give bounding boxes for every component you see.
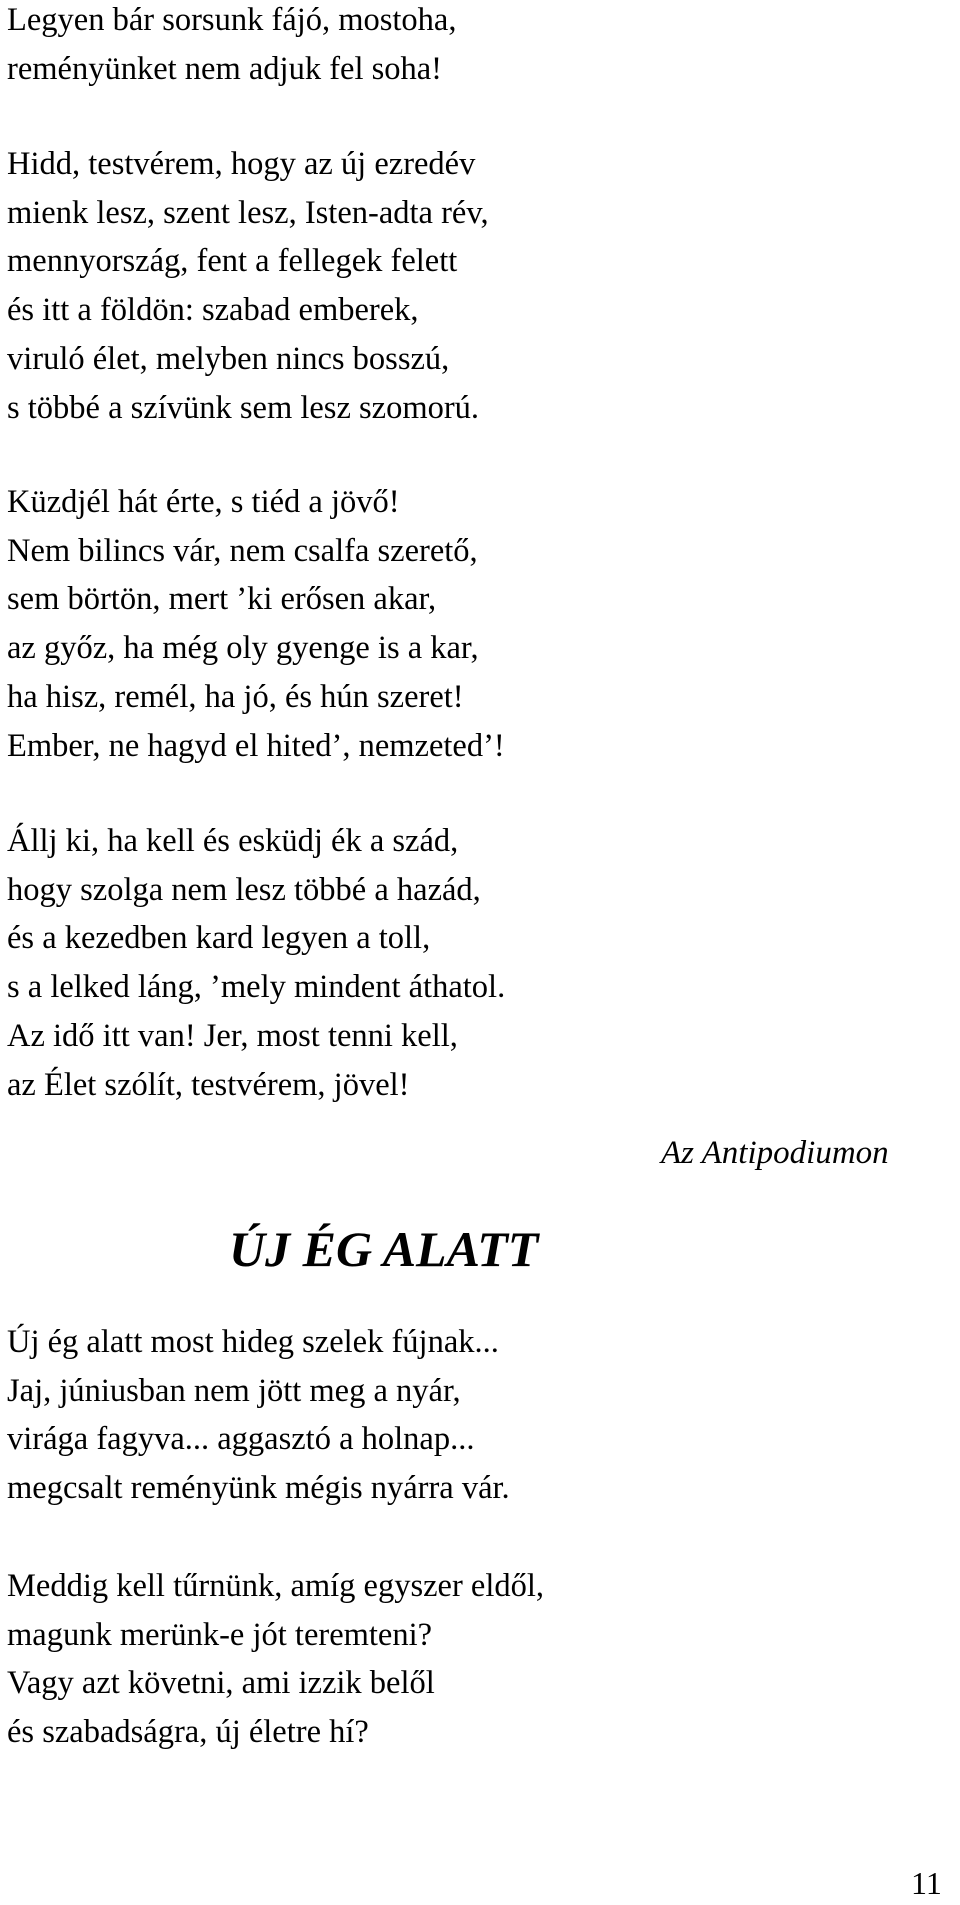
poem-line: s a lelked láng, ’mely mindent áthatol. bbox=[7, 969, 506, 1006]
poem-line: s többé a szívünk sem lesz szomorú. bbox=[7, 389, 480, 426]
poem-line: viruló élet, melyben nincs bosszú, bbox=[7, 340, 450, 377]
poem-line: Legyen bár sorsunk fájó, mostoha, bbox=[7, 2, 457, 38]
poem-line: és a kezedben kard legyen a toll, bbox=[7, 920, 431, 957]
stanza bbox=[7, 817, 505, 1109]
stanza bbox=[7, 0, 456, 93]
poem-line: Meddig kell tűrnünk, amíg egyszer eldől, bbox=[7, 1568, 545, 1604]
poem-line: Új ég alatt most hideg szelek fújnak... bbox=[7, 1324, 499, 1360]
poem-line: Vagy azt követni, ami izzik belől bbox=[7, 1665, 435, 1702]
poem-line: Ember, ne hagyd el hited’, nemzeted’! bbox=[7, 727, 505, 764]
poem-line: magunk merünk-e jót teremteni? bbox=[7, 1616, 433, 1653]
poem-line: Hidd, testvérem, hogy az új ezredév bbox=[7, 146, 476, 182]
poem-line: megcsalt reményünk mégis nyárra vár. bbox=[7, 1470, 510, 1507]
poem-attribution: Az Antipodiumon bbox=[661, 1135, 889, 1171]
page-number: 11 bbox=[911, 1865, 942, 1901]
poem-line: mienk lesz, szent lesz, Isten-adta rév, bbox=[7, 194, 489, 231]
poem-line: mennyország, fent a fellegek felett bbox=[7, 243, 458, 280]
stanza bbox=[7, 140, 489, 432]
poem-line: és itt a földön: szabad emberek, bbox=[7, 292, 419, 329]
stanza bbox=[7, 1562, 544, 1757]
poem-line: virága fagyva... aggasztó a holnap... bbox=[7, 1421, 475, 1458]
poem-line: ha hisz, remél, ha jó, és hún szeret! bbox=[7, 678, 464, 715]
poem-line: reményünket nem adjuk fel soha! bbox=[7, 50, 442, 87]
poem-line: Nem bilincs vár, nem csalfa szerető, bbox=[7, 532, 478, 569]
poem-line: sem börtön, mert ’ki erősen akar, bbox=[7, 581, 437, 618]
poem-line: hogy szolga nem lesz többé a hazád, bbox=[7, 871, 481, 908]
poem-line: az győz, ha még oly gyenge is a kar, bbox=[7, 630, 479, 667]
poem-line: Küzdjél hát érte, s tiéd a jövő! bbox=[7, 484, 400, 520]
stanza bbox=[7, 1318, 510, 1513]
poem-line: Az idő itt van! Jer, most tenni kell, bbox=[7, 1017, 458, 1054]
stanza bbox=[7, 478, 505, 770]
poem-line: és szabadságra, új életre hí? bbox=[7, 1714, 369, 1751]
poem-title: ÚJ ÉG ALATT bbox=[229, 1221, 539, 1277]
poem-line: Jaj, júniusban nem jött meg a nyár, bbox=[7, 1372, 461, 1409]
poem-line: Állj ki, ha kell és esküdj ék a szád, bbox=[7, 823, 459, 859]
poem-line: az Élet szólít, testvérem, jövel! bbox=[7, 1066, 410, 1103]
